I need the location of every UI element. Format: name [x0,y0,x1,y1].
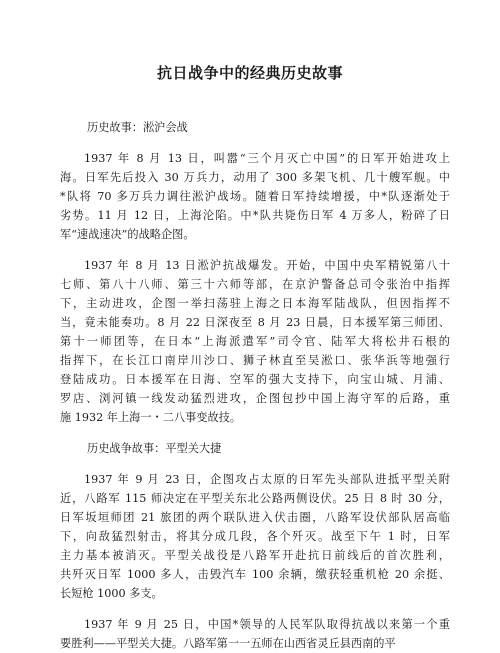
paragraph-line: 施 1932 年上海一・二八事变故技。 [60,411,242,424]
paragraph-line: 近，八路军 115 师决定在平型关东北公路两侧设伏。25 日 8 时 30 分， [60,492,450,505]
paragraph-line: 海。日军先后投入 30 万兵力，动用了 300 多架飞机、几十艘军舰。中 [60,171,450,184]
paragraph-line: 罗店、浏河镇一线发动猛烈进攻，企图包抄中国上海守军的后路，重 [60,392,450,405]
paragraph-line: 军“速战速决”的战略企图。 [60,228,195,241]
paragraph-line: 登陆成功。日本援军在日海、空军的强大支持下，向宝山城、月浦、 [60,373,450,386]
paragraph-line: 主力基本被消灭。平型关战役是八路军开赴抗日前线后的首次胜利， [60,549,450,562]
paragraph-line: 七师、第八十八师、第三十六师等部，在京沪警备总司令张治中指挥 [60,278,450,291]
paragraph-line: 1937 年 8 月 13 日淞沪抗战爆发。开始，中国中央军精锐第八十 [84,259,450,272]
paragraph-line: 劣势。11 月 12 日，上海沦陷。中*队共毙伤日军 4 万多人，粉碎了日 [60,209,450,222]
document-title: 抗日战争中的经典历史故事 [156,64,343,82]
paragraph-line: 要胜利——平型关大捷。八路军第一一五师在山西省灵丘县西南的平 [60,637,396,650]
paragraph-line: 日军坂垣师团 21 旅团的两个联队进入伏击圈，八路军设伏部队居高临 [60,511,450,524]
section-heading: 历史战争故事：平型关大捷 [87,442,222,455]
paragraph-line: 长短枪 1000 多支。 [60,587,163,600]
paragraph-line: 共歼灭日军 1000 多人，击毁汽车 100 余辆，缴获轻重机枪 20 余挺、 [60,568,450,581]
paragraph-line: *队将 70 多万兵力调往淞沪战场。随着日军持续增援，中*队逐渐处于 [60,190,450,203]
paragraph-line: 下，主动进攻，企图一举扫荡驻上海之日本海军陆战队，但因指挥不 [60,297,450,310]
paragraph-line: 当，竟未能奏功。8 月 22 日深夜至 8 月 23 日晨，日本援军第三师团、 [60,316,450,329]
paragraph-line: 1937 年 9 月 23 日，企图攻占太原的日军先头部队进抵平型关附 [84,473,450,486]
paragraph-line: 指挥下，在长江口南岸川沙口、狮子林直至吴淞口、张华浜等地强行 [60,354,450,367]
paragraph-line: 下，向敌猛烈射击，将其分成几段，各个歼灭。战至下午 1 时，日军 [60,530,450,543]
paragraph-line: 1937 年 8 月 13 日，叫嚣“三个月灭亡中国”的日军开始进攻上 [84,152,450,165]
paragraph-line: 第十一师团等，在日本“上海派遣军”司令官、陆军大将松井石根的 [60,335,450,348]
paragraph-line: 1937 年 9 月 25 日，中国*领导的人民军队取得抗战以来第一个重 [84,618,450,631]
section-heading: 历史故事：淞沪会战 [87,121,188,134]
